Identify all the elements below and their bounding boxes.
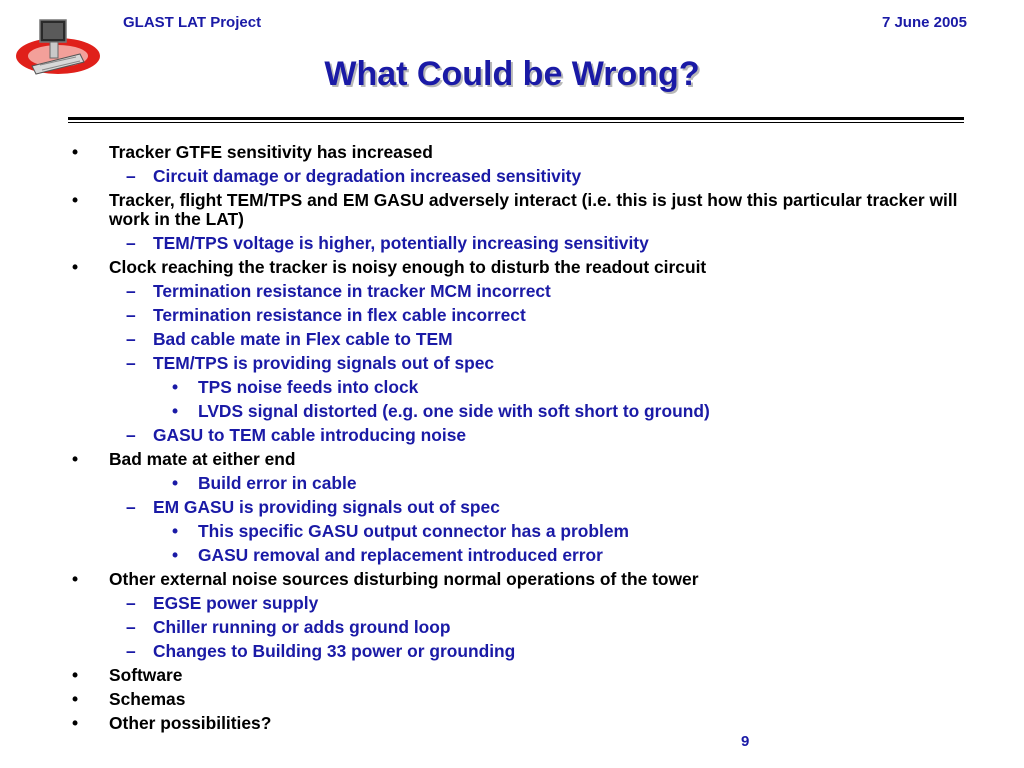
bullet-text: TEM/TPS voltage is higher, potentially increasing sensitivity — [153, 233, 649, 253]
bullet-text: TPS noise feeds into clock — [198, 377, 419, 397]
bullet-marker: – — [126, 641, 136, 661]
page-number: 9 — [741, 733, 750, 750]
bullet-item — [70, 642, 975, 661]
bullet-text: Other possibilities? — [109, 713, 272, 733]
bullet-item — [70, 330, 975, 349]
bullet-text: Software — [109, 665, 183, 685]
bullet-item — [70, 167, 975, 186]
bullet-item — [70, 714, 975, 733]
bullet-marker: • — [72, 190, 79, 210]
bullet-text: TEM/TPS is providing signals out of spec — [153, 353, 495, 373]
bullet-text: EM GASU is providing signals out of spec — [153, 497, 500, 517]
title-divider-thin — [68, 122, 964, 123]
bullet-item — [70, 474, 975, 493]
bullet-item — [70, 498, 975, 517]
project-name: GLAST LAT Project — [123, 14, 262, 31]
bullet-marker: – — [126, 425, 136, 445]
bullet-item — [70, 234, 975, 253]
bullet-text: Bad mate at either end — [109, 449, 296, 469]
bullet-marker: – — [126, 281, 136, 301]
bullet-marker: • — [72, 449, 79, 469]
bullet-item — [70, 402, 975, 421]
bullet-marker: • — [72, 713, 79, 733]
bullet-marker: • — [172, 377, 179, 397]
bullet-text: Termination resistance in tracker MCM incorrect — [153, 281, 551, 301]
bullet-item — [70, 282, 975, 301]
slide-date: 7 June 2005 — [881, 14, 967, 31]
bullet-item — [70, 143, 975, 162]
bullet-marker: • — [172, 545, 179, 565]
bullet-item — [70, 191, 975, 229]
bullet-item — [70, 378, 975, 397]
bullet-marker: • — [72, 142, 79, 162]
bullet-marker: – — [126, 233, 136, 253]
bullet-marker: • — [172, 521, 179, 541]
bullet-item — [70, 594, 975, 613]
bullet-marker: – — [126, 617, 136, 637]
bullet-text: Other external noise sources disturbing normal operations of the tower — [109, 569, 699, 589]
bullet-text: GASU removal and replacement introduced error — [198, 545, 603, 565]
bullet-marker: – — [126, 305, 136, 325]
bullet-marker: • — [72, 689, 79, 709]
bullet-text: LVDS signal distorted (e.g. one side with soft short to ground) — [198, 401, 710, 421]
bullet-item — [70, 258, 975, 277]
bullet-text: Tracker, flight TEM/TPS and EM GASU adversely interact (i.e. this is just how this particular tracker will work in the LAT) — [109, 190, 958, 229]
bullet-item — [70, 570, 975, 589]
bullet-text: Termination resistance in flex cable incorrect — [153, 305, 526, 325]
bullet-item — [70, 546, 975, 565]
bullet-marker: – — [126, 497, 136, 517]
bullet-item — [70, 666, 975, 685]
bullet-item — [70, 426, 975, 445]
bullet-text: Build error in cable — [198, 473, 357, 493]
bullet-text: Changes to Building 33 power or grounding — [153, 641, 516, 661]
bullet-item — [70, 354, 975, 373]
bullet-item — [70, 690, 975, 709]
bullet-marker: • — [72, 665, 79, 685]
bullet-marker: • — [172, 473, 179, 493]
bullet-item — [70, 522, 975, 541]
bullet-item — [70, 306, 975, 325]
bullet-text: Chiller running or adds ground loop — [153, 617, 451, 637]
bullet-item — [70, 450, 975, 469]
bullet-marker: • — [172, 401, 179, 421]
bullet-marker: • — [72, 569, 79, 589]
bullet-item — [70, 618, 975, 637]
bullet-marker: – — [126, 329, 136, 349]
bullet-marker: – — [126, 593, 136, 613]
slide-title: What Could be Wrong? — [324, 55, 700, 93]
bullet-text: GASU to TEM cable introducing noise — [153, 425, 467, 445]
bullet-text: Clock reaching the tracker is noisy enough to disturb the readout circuit — [109, 257, 707, 277]
bullet-list — [70, 143, 975, 738]
bullet-text: This specific GASU output connector has a problem — [198, 521, 629, 541]
bullet-text: Tracker GTFE sensitivity has increased — [109, 142, 433, 162]
bullet-marker: – — [126, 353, 136, 373]
bullet-marker: • — [72, 257, 79, 277]
bullet-text: Circuit damage or degradation increased sensitivity — [153, 166, 582, 186]
bullet-text: Bad cable mate in Flex cable to TEM — [153, 329, 453, 349]
bullet-marker: – — [126, 166, 136, 186]
bullet-text: EGSE power supply — [153, 593, 319, 613]
bullet-text: Schemas — [109, 689, 186, 709]
title-divider-thick — [68, 117, 964, 120]
